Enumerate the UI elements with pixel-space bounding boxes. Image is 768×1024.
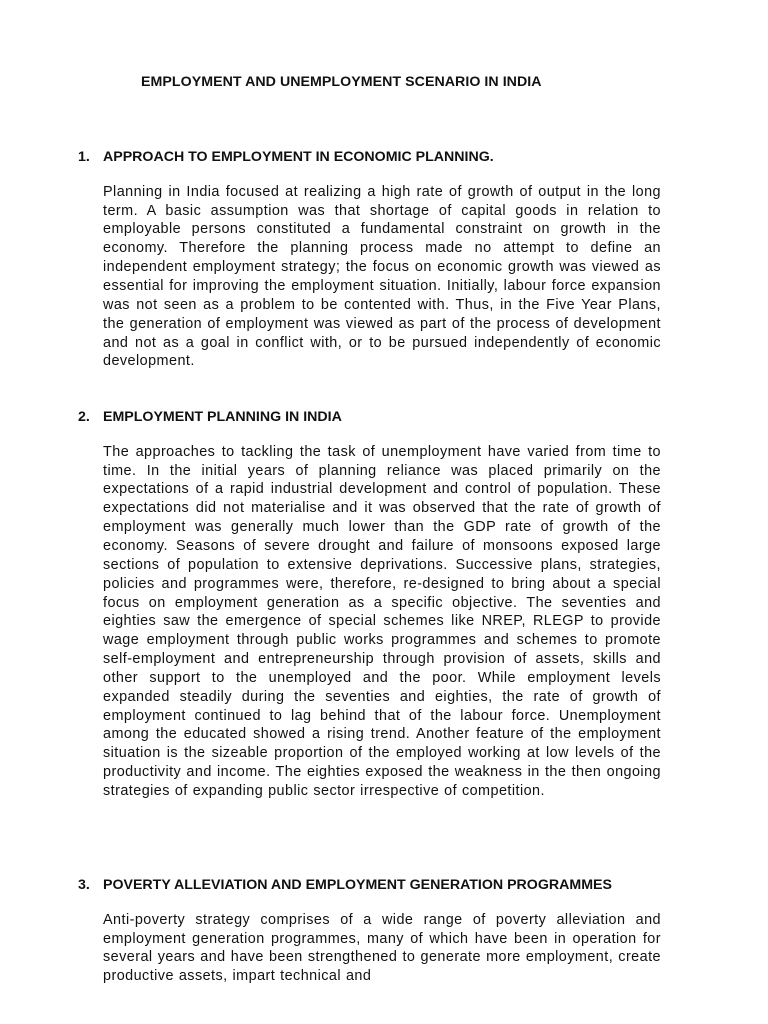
section-number: 3.	[78, 877, 90, 893]
section-poverty-alleviation	[78, 876, 668, 986]
section-heading-text: POVERTY ALLEVIATION AND EMPLOYMENT GENERATION PROGRAMMES	[103, 877, 612, 893]
section-employment-planning	[78, 408, 668, 801]
section-number: 1.	[78, 149, 90, 165]
section-number: 2.	[78, 409, 90, 425]
section-paragraph: The approaches to tackling the task of unemployment have varied from time to time. In the initial years of planning reliance was placed primarily on the expectations of a rapid industrial development and control of population. These expectations did not materialise and it was observed that the rate of growth of employment was generally much lower than the GDP rate of growth of the economy. Seasons of severe drought and failure of monsoons exposed large sections of population to extensive deprivations. Successive plans, strategies, policies and programmes were, therefore, re-designed to bring about a special focus on employment generation as a specific objective. The seventies and eighties saw the emergence of special schemes like NREP, RLEGP to provide wage employment through public works programmes and schemes to promote self-employment and entrepreneurship through provision of assets, skills and other support to the unemployed and the poor. While employment levels expanded steadily during the seventies and eighties, the rate of growth of employment continued to lag behind that of the labour force. Unemployment among the educated showed a rising trend. Another feature of the employment situation is the sizeable proportion of the employed working at low levels of the productivity and income. The eighties exposed the weakness in the then ongoing strategies of expanding public sector irrespective of competition.	[103, 443, 661, 799]
section-heading	[78, 148, 668, 167]
section-heading	[78, 876, 668, 895]
section-heading	[78, 408, 668, 427]
section-paragraph: Planning in India focused at realizing a high rate of growth of output in the long term. A basic assumption was that shortage of capital goods in relation to employable persons constituted a fundamental constraint on growth in the economy. Therefore the planning process made no attempt to define an independent employment strategy; the focus on economic growth was viewed as essential for improving the employment situation. Initially, labour force expansion was not seen as a problem to be contented with. Thus, in the Five Year Plans, the generation of employment was viewed as part of the process of development and not as a goal in conflict with, or to be pursued independently of economic development.	[103, 183, 661, 370]
section-approach-to-employment	[78, 148, 668, 371]
section-paragraph: Anti-poverty strategy comprises of a wide range of poverty alleviation and employment generation programmes, many of which have been in operation for several years and have been strengthened to generate more employment, create productive assets, impart technical and	[103, 911, 661, 985]
section-heading-text: EMPLOYMENT PLANNING IN INDIA	[103, 409, 342, 425]
document-title: EMPLOYMENT AND UNEMPLOYMENT SCENARIO IN INDIA	[141, 74, 542, 90]
section-heading-text: APPROACH TO EMPLOYMENT IN ECONOMIC PLANNING.	[103, 149, 494, 165]
